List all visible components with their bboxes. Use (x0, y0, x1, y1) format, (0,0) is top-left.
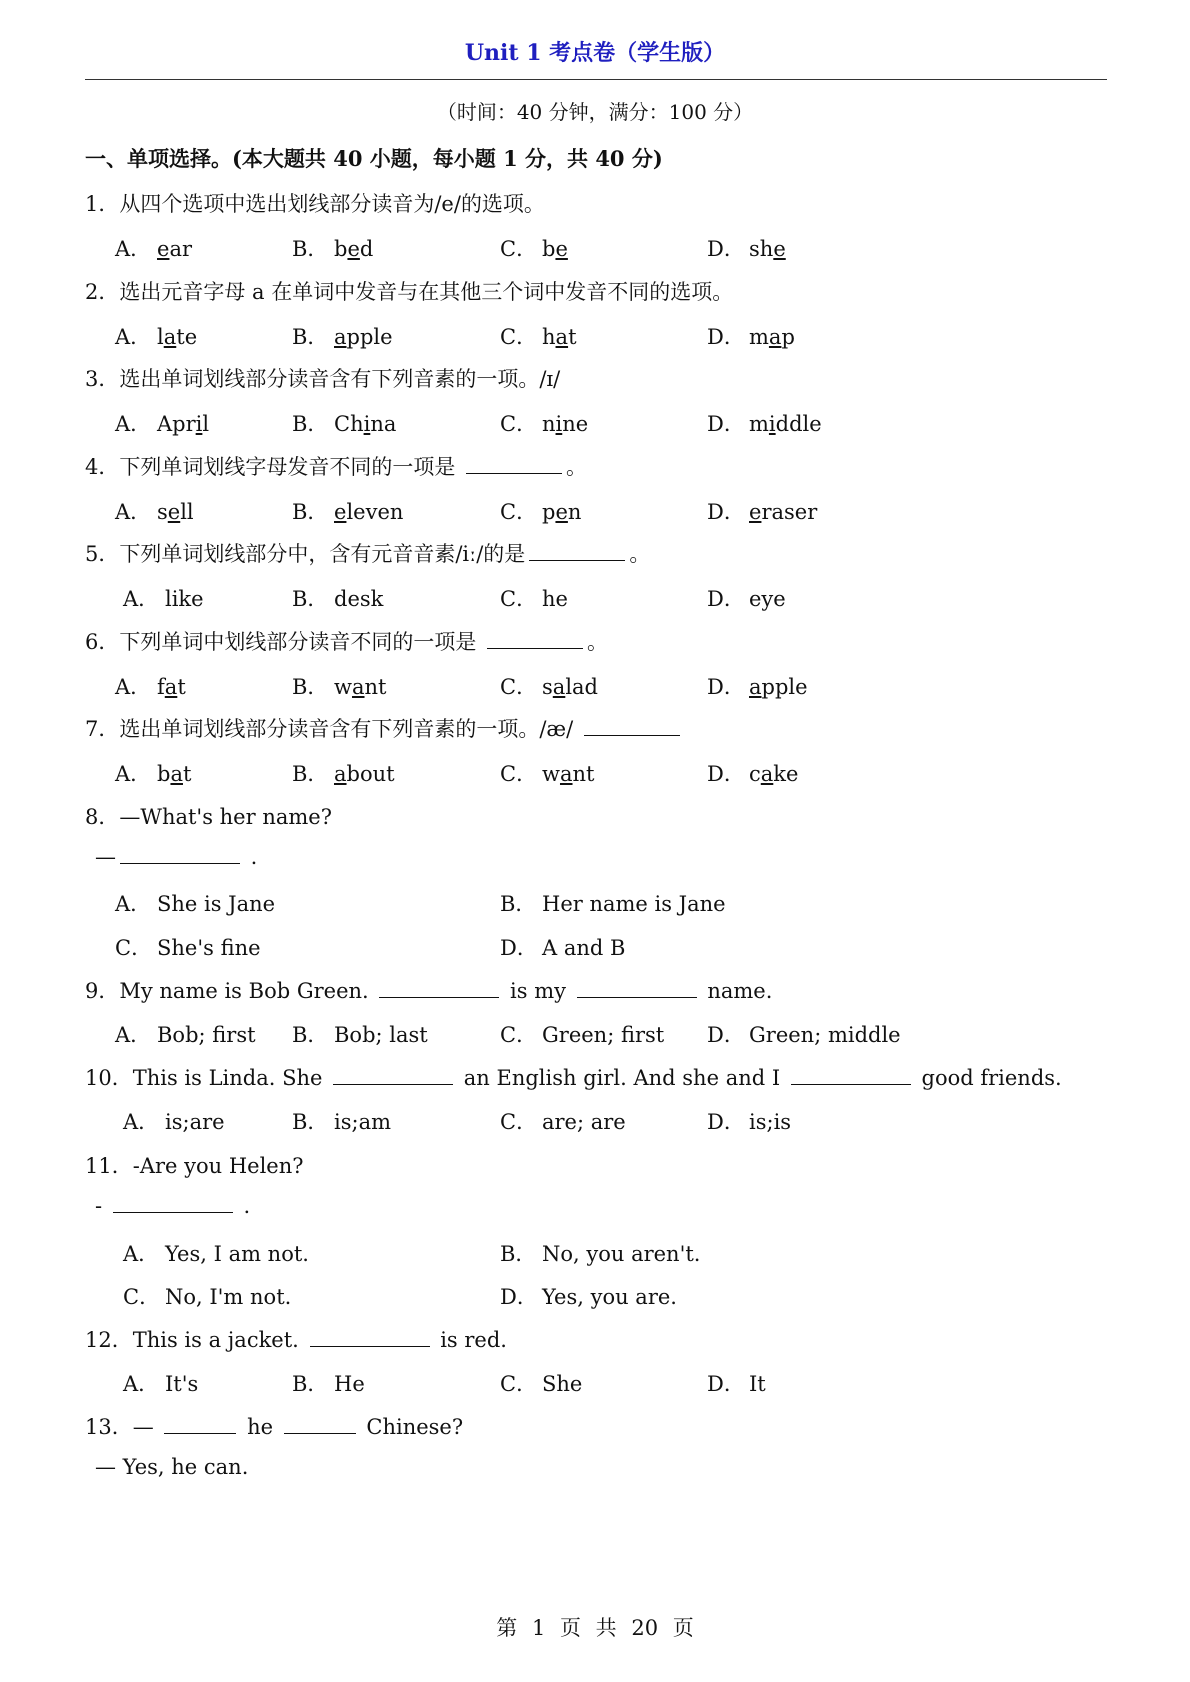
answer-option[interactable] (292, 1106, 391, 1136)
underlined-letters: e (749, 500, 762, 524)
answer-option[interactable] (500, 408, 588, 438)
option-letter: C． (500, 412, 538, 436)
underlined-letters: e (157, 237, 170, 261)
answer-option[interactable] (500, 233, 568, 263)
underlined-letters: e (334, 500, 347, 524)
option-text: Her name is Jane (542, 892, 726, 916)
option-letter: D． (707, 762, 745, 786)
answer-option[interactable] (115, 1019, 256, 1049)
answer-option[interactable] (292, 671, 386, 701)
answer-option[interactable] (500, 1281, 677, 1311)
answer-option[interactable] (115, 233, 192, 263)
underlined-letters: e (555, 237, 568, 261)
question-response-line: — Yes, he can. (95, 1455, 249, 1479)
option-letter: B． (292, 587, 329, 611)
answer-option[interactable] (115, 932, 261, 962)
page-footer: 第 1 页 共 20 页 (496, 1616, 694, 1640)
underlined-letters: a (552, 675, 566, 699)
answer-option[interactable] (115, 321, 197, 351)
exam-info: （时间：40 分钟，满分：100 分） (436, 100, 754, 124)
answer-blank (577, 979, 697, 998)
answer-blank (310, 1328, 430, 1347)
answer-option[interactable] (292, 1019, 428, 1049)
option-letter: D． (500, 1285, 538, 1309)
underlined-letters: a (334, 325, 347, 349)
option-letter: A． (123, 587, 160, 611)
option-letter: D． (707, 1023, 745, 1047)
option-text: eraser (749, 500, 818, 524)
option-text: No, you aren't. (542, 1242, 701, 1266)
question-stem: 11．-Are you Helen? (85, 1154, 304, 1178)
underlined-letters: a (760, 762, 774, 786)
option-text: eleven (334, 500, 404, 524)
option-letter: A． (115, 892, 152, 916)
option-letter: D． (707, 237, 745, 261)
answer-option[interactable] (115, 888, 275, 918)
underlined-letters: i (768, 412, 776, 436)
answer-option[interactable] (500, 1368, 582, 1398)
question-stem: 10．This is Linda. She an English girl. And she and I good friends. (85, 1066, 1062, 1090)
question-response-line: - . (95, 1194, 251, 1218)
underlined-letters: e (347, 237, 360, 261)
answer-blank (120, 845, 240, 864)
answer-option[interactable] (500, 321, 577, 351)
option-letter: B． (292, 1372, 329, 1396)
question-stem: 6．下列单词中划线部分读音不同的一项是 。 (85, 630, 609, 654)
answer-option[interactable] (707, 408, 822, 438)
answer-option[interactable] (292, 233, 373, 263)
question-stem: 7．选出单词划线部分读音含有下列音素的一项。/æ/ (85, 713, 684, 743)
question-stem: 8．—What's her name? (85, 805, 332, 829)
option-text: She (542, 1372, 583, 1396)
answer-option[interactable] (707, 233, 786, 263)
answer-blank (791, 1066, 911, 1085)
option-text: Bob; first (157, 1023, 256, 1047)
answer-option[interactable] (500, 496, 581, 526)
answer-option[interactable] (500, 932, 625, 962)
option-text: Green; middle (749, 1023, 901, 1047)
option-letter: C． (500, 587, 538, 611)
option-text: She is Jane (157, 892, 276, 916)
option-letter: B． (292, 675, 329, 699)
option-letter: C． (500, 1372, 538, 1396)
answer-blank (284, 1415, 356, 1434)
option-letter: D． (707, 500, 745, 524)
answer-blank (113, 1194, 233, 1213)
option-text: want (542, 762, 595, 786)
option-text: sell (157, 500, 194, 524)
option-text: apple (749, 675, 808, 699)
option-text: fat (157, 675, 186, 699)
option-text: he (542, 587, 568, 611)
answer-option[interactable] (292, 758, 395, 788)
option-letter: A． (123, 1110, 160, 1134)
option-text: She's fine (157, 936, 261, 960)
question-stem: 3．选出单词划线部分读音含有下列音素的一项。/ɪ/ (85, 367, 561, 391)
option-letter: C． (500, 325, 538, 349)
option-letter: D． (707, 325, 745, 349)
answer-option[interactable] (707, 1368, 766, 1398)
answer-blank (487, 630, 583, 649)
answer-option[interactable] (123, 1368, 198, 1398)
underlined-letters: a (555, 325, 569, 349)
option-text: eye (749, 587, 786, 611)
option-text: are; are (542, 1110, 626, 1134)
option-letter: D． (500, 936, 538, 960)
underlined-letters: e (555, 500, 568, 524)
option-letter: A． (123, 1242, 160, 1266)
option-letter: B． (500, 892, 537, 916)
option-text: It (749, 1372, 766, 1396)
question-stem: 2．选出元音字母 a 在单词中发音与在其他三个词中发音不同的选项。 (85, 280, 734, 304)
option-text: bed (334, 237, 374, 261)
option-letter: C． (123, 1285, 161, 1309)
section-heading: 一、单项选择。(本大题共 40 小题，每小题 1 分，共 40 分) (85, 146, 663, 171)
answer-blank (584, 717, 680, 736)
answer-option[interactable] (707, 1019, 901, 1049)
option-text: want (334, 675, 387, 699)
option-text: hat (542, 325, 577, 349)
page-title: Unit 1 考点卷（学生版） (464, 40, 726, 66)
underlined-letters: a (334, 762, 347, 786)
answer-option[interactable] (707, 1106, 791, 1136)
option-text: be (542, 237, 568, 261)
option-text: is;am (334, 1110, 392, 1134)
question-stem: 13．— he Chinese? (85, 1415, 464, 1439)
option-letter: C． (500, 237, 538, 261)
option-letter: A． (115, 237, 152, 261)
answer-option[interactable] (292, 408, 396, 438)
answer-option[interactable] (500, 888, 726, 918)
option-letter: C． (500, 1023, 538, 1047)
option-letter: D． (707, 1110, 745, 1134)
option-text: China (334, 412, 397, 436)
option-text: A and B (542, 936, 626, 960)
option-letter: A． (115, 412, 152, 436)
option-text: Yes, I am not. (165, 1242, 309, 1266)
answer-blank (164, 1415, 236, 1434)
option-letter: A． (115, 500, 152, 524)
answer-option[interactable] (500, 583, 568, 613)
option-text: He (334, 1372, 365, 1396)
option-text: cake (749, 762, 799, 786)
option-text: bat (157, 762, 192, 786)
answer-option[interactable] (707, 583, 786, 613)
option-letter: B． (292, 412, 329, 436)
answer-blank (529, 542, 625, 561)
question-stem: 5．下列单词划线部分中，含有元音音素/iː/的是 。 (85, 542, 651, 566)
answer-option[interactable] (500, 758, 594, 788)
answer-option[interactable] (292, 583, 383, 613)
option-letter: D． (707, 412, 745, 436)
option-text: April (157, 412, 210, 436)
answer-option[interactable] (292, 496, 403, 526)
answer-option[interactable] (115, 496, 194, 526)
option-letter: B． (292, 325, 329, 349)
answer-option[interactable] (500, 671, 598, 701)
answer-option[interactable] (707, 321, 795, 351)
option-text: pen (542, 500, 582, 524)
answer-option[interactable] (123, 583, 204, 613)
answer-option[interactable] (707, 671, 808, 701)
option-letter: B． (292, 1110, 329, 1134)
option-text: she (749, 237, 786, 261)
answer-option[interactable] (500, 1106, 626, 1136)
underlined-letters: a (768, 325, 782, 349)
underlined-letters: i (195, 412, 203, 436)
option-letter: C． (500, 500, 538, 524)
option-letter: A． (115, 762, 152, 786)
option-text: late (157, 325, 198, 349)
answer-blank (379, 979, 499, 998)
question-stem: 1．从四个选项中选出划线部分读音为/e/的选项。 (85, 192, 545, 216)
option-letter: B． (292, 762, 329, 786)
underlined-letters: a (559, 762, 573, 786)
underlined-letters: i (363, 412, 371, 436)
underlined-letters: e (773, 237, 786, 261)
header-divider (85, 79, 1107, 80)
option-text: map (749, 325, 795, 349)
underlined-letters: a (749, 675, 762, 699)
underlined-letters: a (170, 762, 183, 786)
underlined-letters: a (351, 675, 365, 699)
answer-option[interactable] (707, 758, 798, 788)
underlined-letters: i (555, 412, 563, 436)
option-text: It's (165, 1372, 199, 1396)
option-letter: A． (123, 1372, 160, 1396)
answer-option[interactable] (500, 1019, 664, 1049)
underlined-letters: a (164, 675, 178, 699)
option-letter: A． (115, 1023, 152, 1047)
option-text: about (334, 762, 395, 786)
option-text: Green; first (542, 1023, 665, 1047)
option-text: desk (334, 587, 384, 611)
option-text: like (165, 587, 204, 611)
answer-option[interactable] (115, 758, 191, 788)
answer-option[interactable] (123, 1281, 291, 1311)
option-text: nine (542, 412, 589, 436)
option-letter: A． (115, 325, 152, 349)
option-letter: B． (292, 1023, 329, 1047)
question-stem: 4．下列单词划线字母发音不同的一项是 。 (85, 455, 588, 479)
option-text: apple (334, 325, 393, 349)
answer-option[interactable] (292, 1368, 365, 1398)
option-text: is;is (749, 1110, 792, 1134)
option-text: Yes, you are. (542, 1285, 677, 1309)
underlined-letters: a (163, 325, 177, 349)
answer-option[interactable] (500, 1238, 700, 1268)
option-letter: D． (707, 675, 745, 699)
option-letter: C． (115, 936, 153, 960)
answer-option[interactable] (707, 496, 817, 526)
option-letter: D． (707, 587, 745, 611)
answer-option[interactable] (115, 671, 186, 701)
option-letter: C． (500, 675, 538, 699)
answer-blank (333, 1066, 453, 1085)
question-stem: 9．My name is Bob Green. is my name. (85, 979, 773, 1003)
option-text: salad (542, 675, 598, 699)
option-letter: C． (500, 1110, 538, 1134)
answer-blank (466, 455, 562, 474)
option-letter: B． (292, 500, 329, 524)
option-text: No, I'm not. (165, 1285, 292, 1309)
option-letter: C． (500, 762, 538, 786)
option-letter: D． (707, 1372, 745, 1396)
option-letter: B． (500, 1242, 537, 1266)
answer-option[interactable] (123, 1106, 225, 1136)
option-text: ear (157, 237, 192, 261)
option-letter: B． (292, 237, 329, 261)
answer-option[interactable] (292, 321, 393, 351)
option-text: is;are (165, 1110, 225, 1134)
option-text: middle (749, 412, 822, 436)
underlined-letters: e (167, 500, 181, 524)
answer-option[interactable] (115, 408, 209, 438)
question-response-line: — . (95, 845, 258, 869)
option-text: Bob; last (334, 1023, 428, 1047)
option-letter: A． (115, 675, 152, 699)
answer-option[interactable] (123, 1238, 309, 1268)
question-stem: 12．This is a jacket. is red. (85, 1328, 507, 1352)
